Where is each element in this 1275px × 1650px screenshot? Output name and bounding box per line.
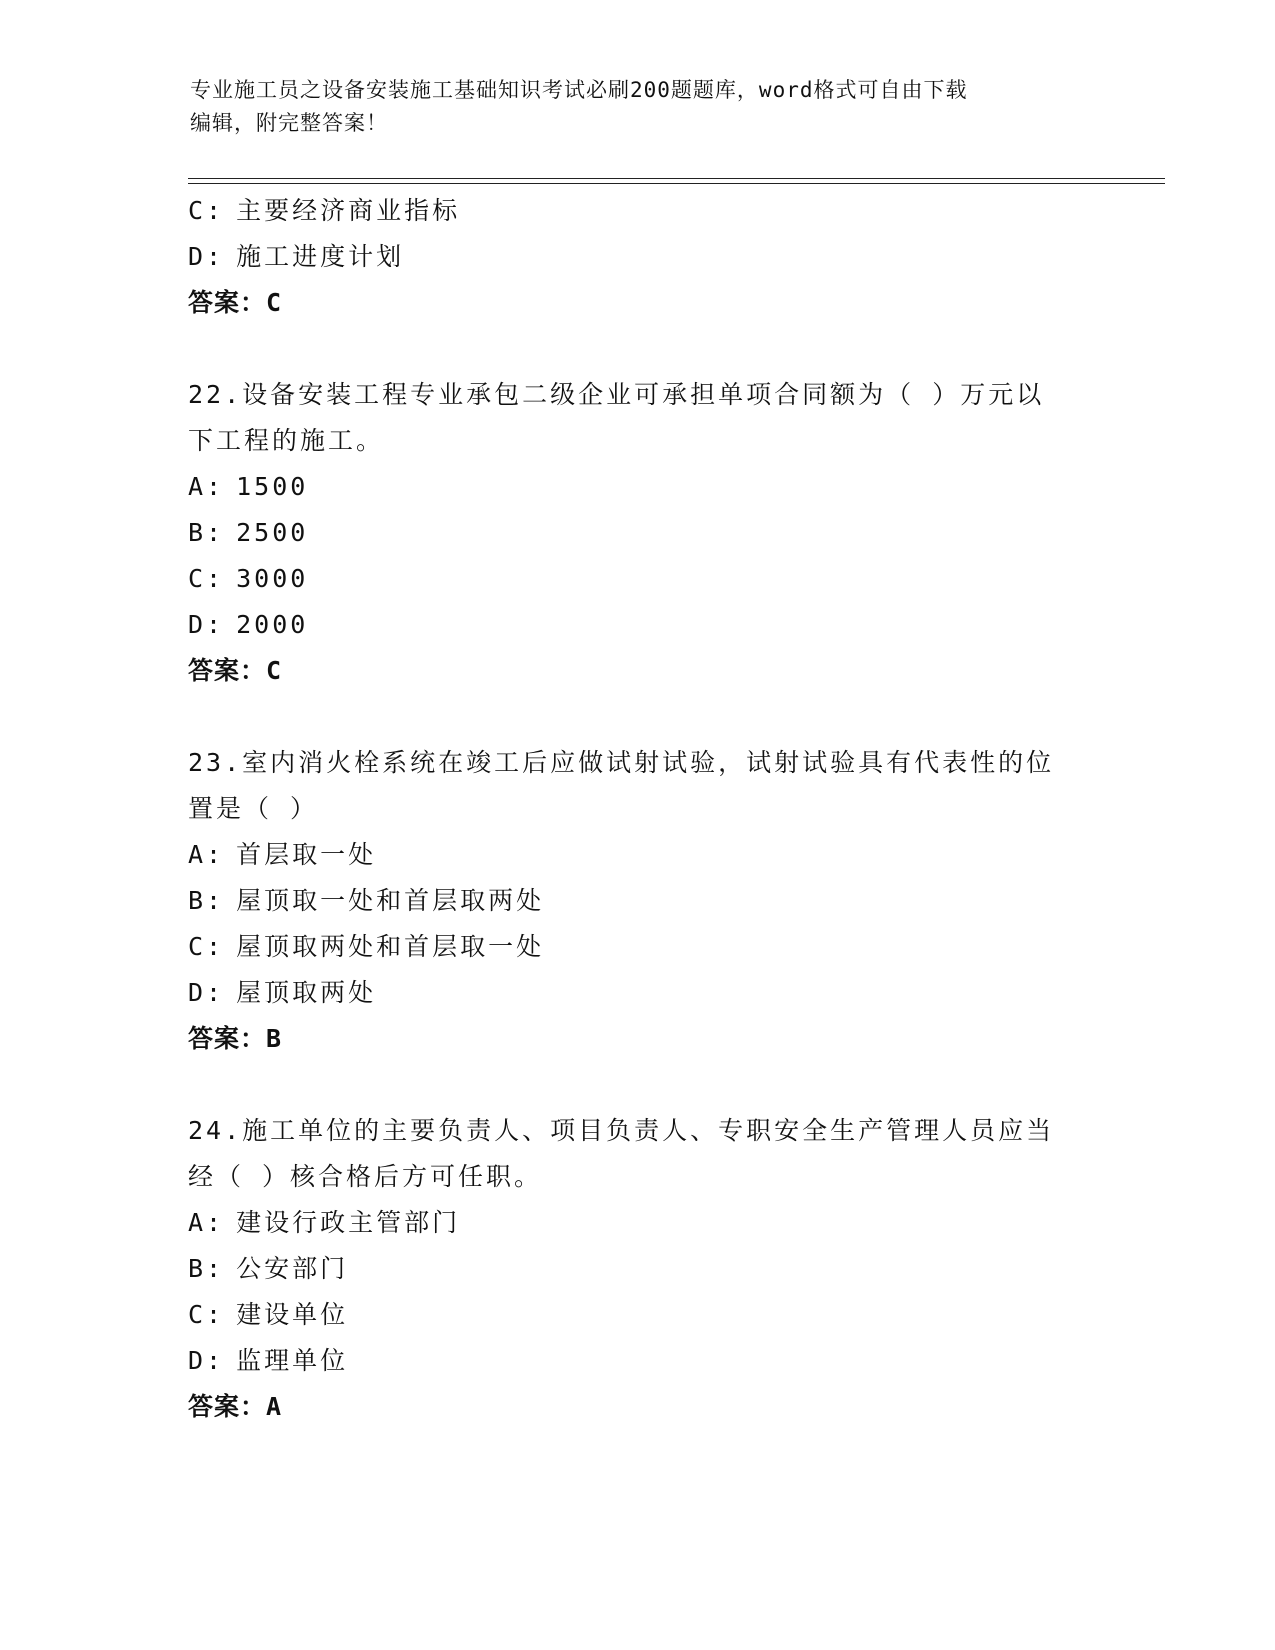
page-header — [190, 74, 1090, 140]
option-text: 屋顶取两处 — [236, 978, 377, 1007]
question-23 — [188, 740, 1088, 1062]
option-d — [188, 234, 1088, 280]
question-stem-line-2: 经（ ）核合格后方可任职。 — [188, 1162, 543, 1191]
option-label: C: — [188, 932, 225, 961]
option-text: 2500 — [236, 518, 309, 547]
option-a — [188, 832, 1088, 878]
answer-line: 答案：B — [188, 1024, 283, 1053]
option-label: D: — [188, 978, 225, 1007]
answer-line: 答案：C — [188, 656, 283, 685]
option-label: A: — [188, 1208, 225, 1237]
question-stem: 室内消火栓系统在竣工后应做试射试验，试射试验具有代表性的位 — [242, 748, 1055, 777]
option-d — [188, 970, 1088, 1016]
header-line-2: 编辑，附完整答案！ — [190, 111, 388, 135]
option-b — [188, 878, 1088, 924]
question-number: 22. — [188, 380, 243, 409]
answer-line: 答案：A — [188, 1392, 283, 1421]
question-24 — [188, 1108, 1088, 1430]
option-text: 监理单位 — [236, 1346, 349, 1375]
option-text: 公安部门 — [236, 1254, 349, 1283]
option-text: 建设行政主管部门 — [236, 1208, 461, 1237]
question-stem-line-1 — [188, 372, 1088, 418]
option-text: 屋顶取两处和首层取一处 — [236, 932, 545, 961]
header-rule-bottom — [188, 183, 1165, 184]
option-text: 屋顶取一处和首层取两处 — [236, 886, 545, 915]
option-text: 主要经济商业指标 — [236, 196, 461, 225]
option-label: D: — [188, 242, 225, 271]
option-a — [188, 1200, 1088, 1246]
option-label: A: — [188, 472, 225, 501]
option-b — [188, 510, 1088, 556]
option-text: 2000 — [236, 610, 309, 639]
option-d — [188, 1338, 1088, 1384]
header-rule-top — [188, 178, 1165, 179]
option-label: D: — [188, 610, 225, 639]
question-number: 23. — [188, 748, 243, 777]
option-text: 施工进度计划 — [236, 242, 405, 271]
prev-question-block — [188, 188, 1088, 326]
option-a — [188, 464, 1088, 510]
option-label: C: — [188, 564, 225, 593]
answer-line: 答案：C — [188, 288, 283, 317]
question-list — [188, 188, 1088, 1430]
option-label: C: — [188, 1300, 225, 1329]
option-d — [188, 602, 1088, 648]
option-text: 1500 — [236, 472, 309, 501]
option-label: C: — [188, 196, 225, 225]
question-number: 24. — [188, 1116, 243, 1145]
option-c — [188, 188, 1088, 234]
question-stem-line-2: 下工程的施工。 — [188, 426, 385, 455]
option-text: 3000 — [236, 564, 309, 593]
option-label: B: — [188, 1254, 225, 1283]
question-stem-line-1 — [188, 740, 1088, 786]
option-label: D: — [188, 1346, 225, 1375]
question-stem: 施工单位的主要负责人、项目负责人、专职安全生产管理人员应当 — [242, 1116, 1055, 1145]
option-c — [188, 556, 1088, 602]
option-c — [188, 924, 1088, 970]
question-stem-line-2: 置是（ ） — [188, 794, 319, 823]
option-label: A: — [188, 840, 225, 869]
option-b — [188, 1246, 1088, 1292]
option-label: B: — [188, 886, 225, 915]
option-c — [188, 1292, 1088, 1338]
option-text: 建设单位 — [236, 1300, 349, 1329]
question-22 — [188, 372, 1088, 694]
option-text: 首层取一处 — [236, 840, 377, 869]
question-stem: 设备安装工程专业承包二级企业可承担单项合同额为（ ）万元以 — [242, 380, 1045, 409]
question-stem-line-1 — [188, 1108, 1088, 1154]
option-label: B: — [188, 518, 225, 547]
header-line-1: 专业施工员之设备安装施工基础知识考试必刷200题题库，word格式可自由下载 — [190, 78, 968, 102]
